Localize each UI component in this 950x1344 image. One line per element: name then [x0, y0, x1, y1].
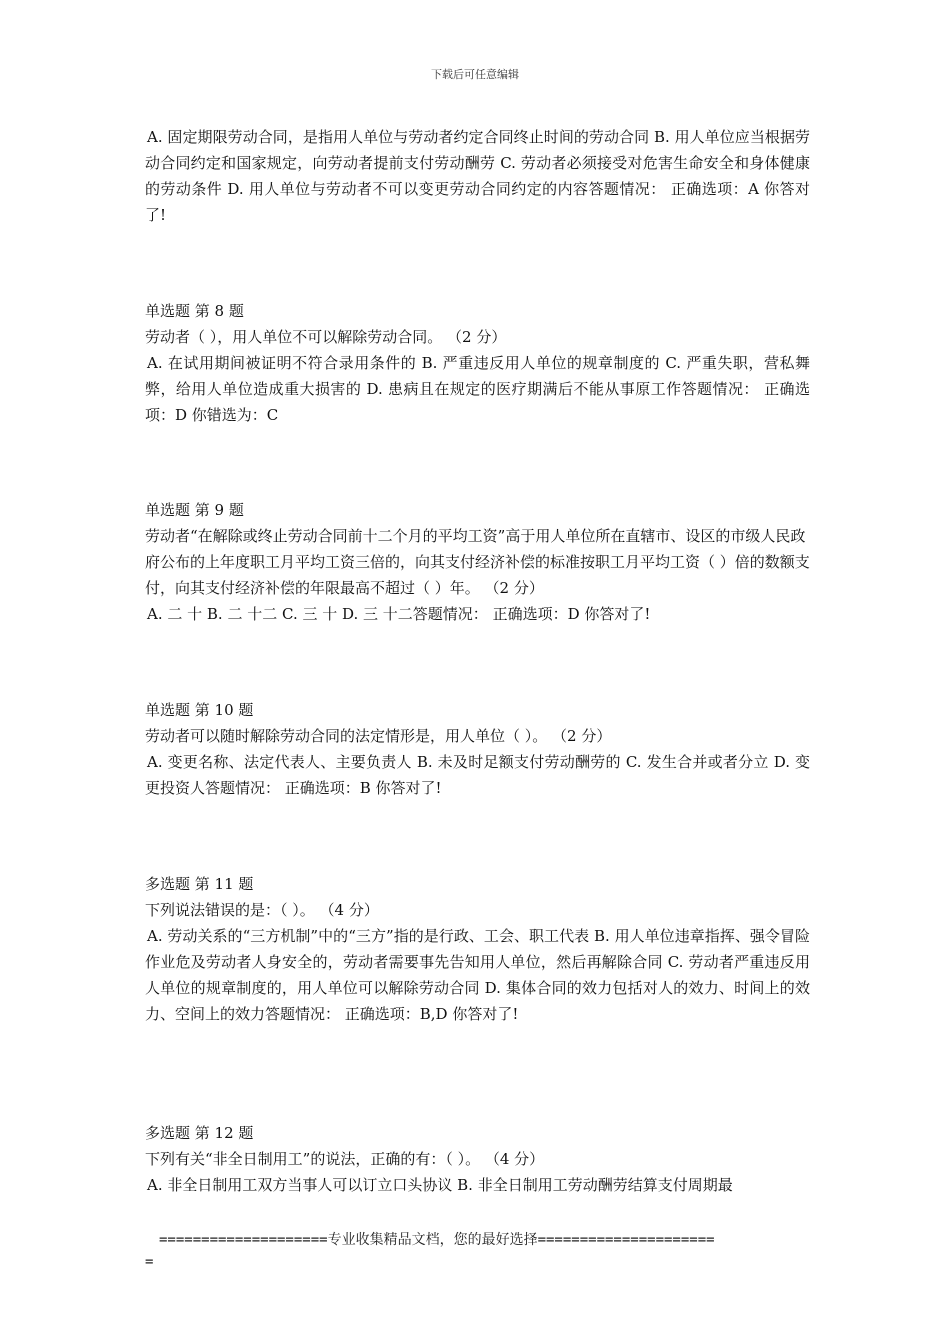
question-title: 单选题 第 9 题 — [145, 501, 244, 519]
question-options: A. 在试用期间被证明不符合录用条件的 B. 严重违反用人单位的规章制度的 C. 严重失职，营私舞弊，给用人单位造成重大损害的 D. 患病且在规定的医疗期满后不能从事原工作答题情况： 正确选项：D 你错选为：C — [145, 354, 810, 424]
question-options: A. 变更名称、法定代表人、主要负责人 B. 未及时足额支付劳动酬劳的 C. 发生合并或者分立 D. 变更投资人答题情况： 正确选项：B 你答对了! — [145, 753, 810, 797]
question-title: 单选题 第 10 题 — [145, 701, 254, 719]
question-stem: 下列说法错误的是：（ ）。 （4 分） — [145, 901, 379, 919]
question-stem: 劳动者可以随时解除劳动合同的法定情形是，用人单位（ ）。 （2 分） — [145, 727, 612, 745]
question-7-tail — [145, 124, 810, 228]
question-12 — [145, 1120, 810, 1198]
question-options: A. 固定期限劳动合同，是指用人单位与劳动者约定合同终止时间的劳动合同 B. 用人单位应当根据劳动合同约定和国家规定，向劳动者提前支付劳动酬劳 C. 劳动者必须接受对危害生命安全和身体健康的劳动条件 D. 用人单位与劳动者不可以变更劳动合同约定的内容答题情况： 正确选项：A 你答对了! — [145, 128, 810, 224]
page-header: 下载后可任意编辑 — [431, 68, 519, 81]
question-title: 多选题 第 12 题 — [145, 1124, 254, 1142]
question-9 — [145, 497, 810, 627]
question-stem: 劳动者（ ），用人单位不可以解除劳动合同。 （2 分） — [145, 328, 507, 346]
question-8 — [145, 298, 810, 428]
question-stem: 劳动者“在解除或终止劳动合同前十二个月的平均工资”高于用人单位所在直辖市、设区的市级人民政府公布的上年度职工月平均工资三倍的，向其支付经济补偿的标准按职工月平均工资（ ）倍的数额支付，向其支付经济补偿的年限最高不超过（ ）年。 （2 分） — [145, 527, 810, 597]
question-title: 多选题 第 11 题 — [145, 875, 254, 893]
question-options: A. 劳动关系的“三方机制”中的“三方”指的是行政、工会、职工代表 B. 用人单位违章指挥、强令冒险作业危及劳动者人身安全的，劳动者需要事先告知用人单位，然后再解除合同 C. 劳动者严重违反用人单位的规章制度的，用人单位可以解除劳动合同 D. 集体合同的效力包括对人的效力、时间上的效力、空间上的效力答题情况： 正确选项：B,D 你答对了! — [145, 927, 810, 1023]
question-options: A. 二 十 B. 二 十二 C. 三 十 D. 三 十二答题情况： 正确选项：D 你答对了! — [147, 605, 651, 623]
footer-tail: = — [145, 1254, 154, 1270]
page-footer — [145, 1229, 810, 1273]
question-stem: 下列有关“非全日制用工”的说法，正确的有：（ ）。 （4 分） — [145, 1150, 545, 1168]
question-11 — [145, 871, 810, 1027]
question-10 — [145, 697, 810, 801]
question-title: 单选题 第 8 题 — [145, 302, 244, 320]
question-options: A. 非全日制用工双方当事人可以订立口头协议 B. 非全日制用工劳动酬劳结算支付周期最 — [147, 1176, 733, 1194]
footer-banner: ====================专业收集精品文档，您的最好选择===================== — [159, 1232, 715, 1248]
